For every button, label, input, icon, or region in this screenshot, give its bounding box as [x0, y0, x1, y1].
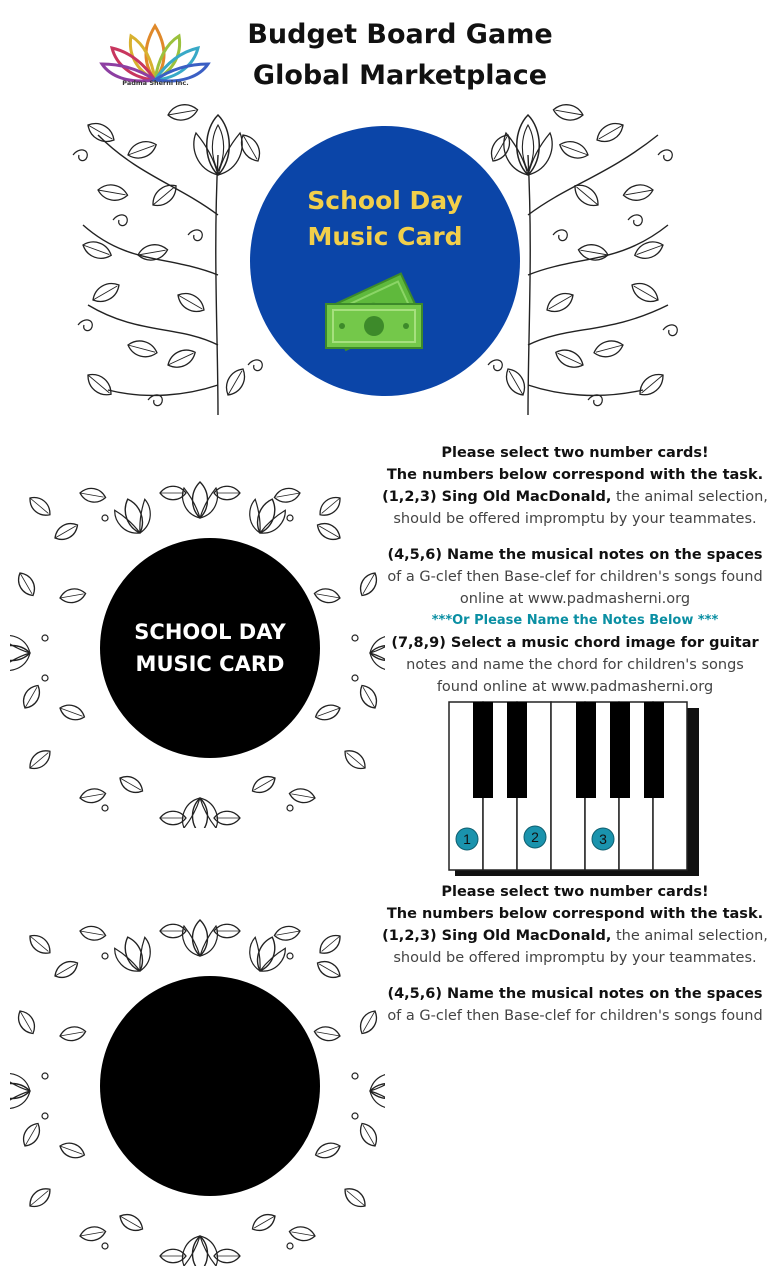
music-card-title-line-1: SCHOOL DAY [134, 620, 286, 644]
instr2-task1-bold: (1,2,3) Sing Old MacDonald, [382, 928, 612, 944]
instr2-select-heading: Please select two number cards! [441, 884, 709, 900]
instr-task2-bold: (4,5,6) Name the musical notes on the spaces [387, 547, 763, 563]
instr-alt-notes: ***Or Please Name the Notes Below *** [431, 613, 719, 628]
money-bills-icon [316, 270, 436, 355]
instructions-block-2 [375, 881, 768, 1027]
instr-task1-text: the animal selection, [611, 489, 768, 505]
top-card-title-line-1: School Day [307, 186, 463, 215]
instr2-correspond: The numbers below correspond with the task. [386, 906, 764, 922]
instr2-task2-line2: of a G-clef then Base-clef for children's songs found [387, 1008, 763, 1024]
instr-task3-bold: (7,8,9) Select a music chord image for guitar [391, 635, 759, 651]
instr2-task1-line2: should be offered impromptu by your teammates. [393, 950, 757, 966]
instr2-task1 [375, 925, 768, 947]
top-card-title-line-2: Music Card [307, 222, 463, 251]
key-marker-2: 2 [531, 829, 539, 845]
music-card-2-black-circle [100, 976, 320, 1196]
instr2-task1-text: the animal selection, [611, 928, 768, 944]
music-card-title-line-2: MUSIC CARD [135, 652, 285, 676]
instr2-task2-bold: (4,5,6) Name the musical notes on the spaces [387, 986, 763, 1002]
instr-task1-line2: should be offered impromptu by your teammates. [393, 511, 757, 527]
instr-task2-line3: online at www.padmasherni.org [459, 591, 691, 607]
instr-select-heading: Please select two number cards! [441, 445, 709, 461]
instructions-block [375, 442, 768, 698]
top-card-title [250, 183, 520, 255]
music-card-title [100, 616, 320, 680]
key-marker-1: 1 [463, 831, 471, 847]
piano-keyboard [447, 700, 699, 876]
instr-task3-line3: found online at www.padmasherni.org [436, 679, 714, 695]
title-line-1: Budget Board Game [247, 19, 553, 50]
logo-company-name: Padma Sherni Inc. [122, 79, 189, 87]
instr-task1 [375, 486, 768, 508]
title-line-2: Global Marketplace [252, 60, 548, 91]
instr-correspond: The numbers below correspond with the task. [386, 467, 764, 483]
instr-task1-bold: (1,2,3) Sing Old MacDonald, [382, 489, 612, 505]
top-card-blue-circle [250, 126, 520, 396]
key-marker-3: 3 [599, 831, 607, 847]
instr-task2-line2: of a G-clef then Base-clef for children's songs found [387, 569, 763, 585]
page-title [235, 14, 565, 96]
instr-task3-line2: notes and name the chord for children's songs [406, 657, 744, 673]
